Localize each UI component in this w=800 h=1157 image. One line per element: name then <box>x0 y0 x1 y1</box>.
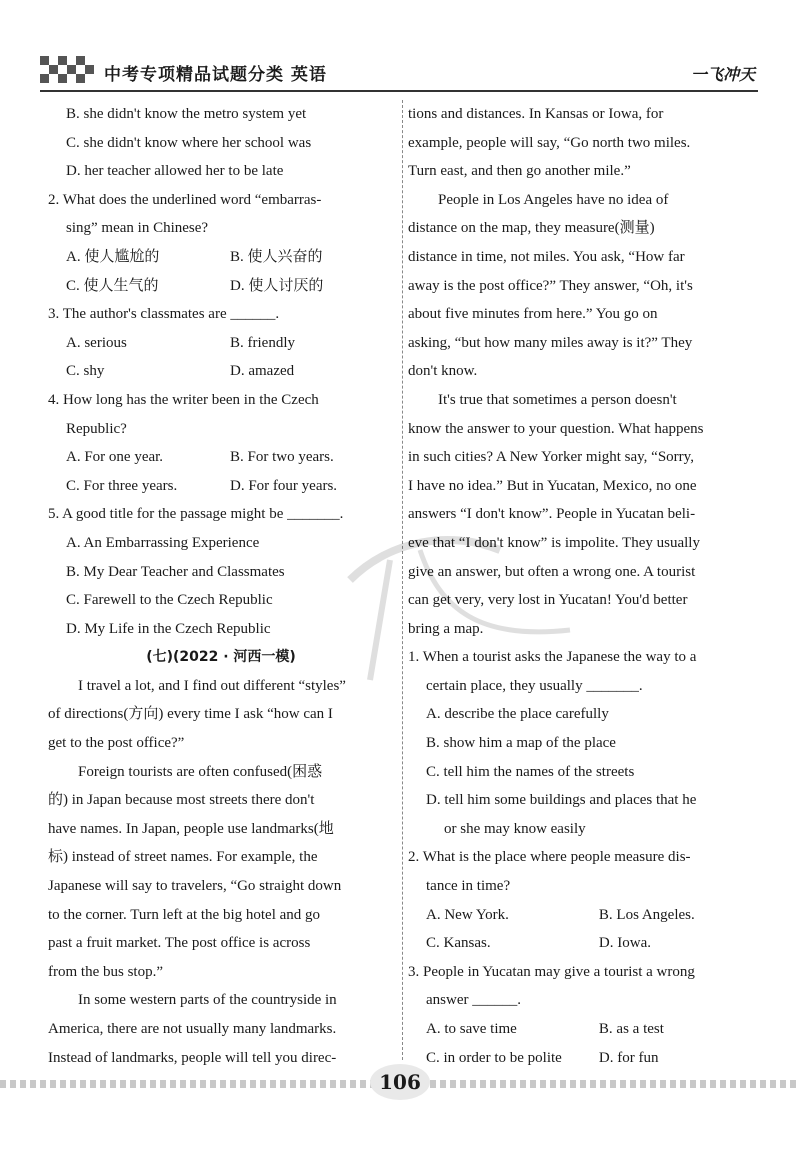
passage-line: get to the post office?” <box>48 735 185 752</box>
passage-line: America, there are not usually many landmarks. <box>48 1021 337 1037</box>
passage-line: eve that “I don't know” is impolite. They usually <box>408 534 700 551</box>
option: B. 使人兴奋的 <box>230 248 323 265</box>
question-stem: 5. A good title for the passage might be _______. <box>48 506 344 523</box>
question-stem: 2. What is the place where people measure dis- <box>408 849 691 866</box>
option: A. For one year. <box>66 449 164 466</box>
option-line: C. tell him the names of the streets <box>426 763 635 780</box>
passage-line: of directions(方向) every time I ask “how can I <box>48 706 333 723</box>
passage-line: I travel a lot, and I find out different “styles” <box>78 677 346 694</box>
option-line: D. tell him some buildings and places that he <box>426 792 697 809</box>
option-line: A. describe the place carefully <box>426 706 609 723</box>
passage-line: Instead of landmarks, people will tell you direc- <box>48 1049 337 1066</box>
option: B. For two years. <box>230 449 334 466</box>
question-stem: 4. How long has the writer been in the Czech <box>48 391 319 408</box>
option-line: D. My Life in the Czech Republic <box>66 620 271 637</box>
passage-line: about five minutes from here.” You go on <box>408 306 658 323</box>
passage-line: I have no idea.” But in Yucatan, Mexico, no one <box>408 477 697 494</box>
passage-line: give an answer, but often a wrong one. A tourist <box>408 563 696 580</box>
book-title: 中考专项精品试题分类 英语 <box>104 65 327 85</box>
passage-line: distance on the map, they measure(测量) <box>408 220 655 237</box>
option: B. Los Angeles. <box>598 906 695 923</box>
passage-line: in such cities? A New Yorker might say, “Sorry, <box>408 449 694 466</box>
option-line: B. she didn't know the metro system yet <box>66 106 307 122</box>
passage-line: from the bus stop.” <box>48 963 163 980</box>
option-line: C. she didn't know where her school was <box>66 134 312 151</box>
question-stem: 2. What does the underlined word “embarras- <box>48 191 322 208</box>
passage-line: 的) in Japan because most streets there don't <box>48 792 315 809</box>
passage-line: don't know. <box>408 363 478 380</box>
question-stem: certain place, they usually _______. <box>426 677 643 694</box>
option: B. as a test <box>598 1021 664 1037</box>
passage-line: tions and distances. In Kansas or Iowa, for <box>408 106 664 122</box>
options-row <box>48 357 394 386</box>
question-stem: 1. When a tourist asks the Japanese the way to a <box>408 649 697 666</box>
column-divider <box>402 100 403 1060</box>
passage-line: bring a map. <box>408 620 484 637</box>
header-divider <box>40 90 758 92</box>
option: A. New York. <box>426 906 509 923</box>
option: C. in order to be polite <box>426 1049 562 1066</box>
passage-line: People in Los Angeles have no idea of <box>438 191 669 208</box>
options-row <box>48 472 394 501</box>
passage-line: Foreign tourists are often confused(困惑 <box>78 763 323 780</box>
options-row <box>48 272 394 301</box>
option: D. 使人讨厌的 <box>230 277 324 294</box>
passage-line: Turn east, and then go another mile.” <box>408 163 631 180</box>
options-row <box>408 1015 748 1044</box>
options-row <box>408 929 748 958</box>
left-column <box>48 100 394 1072</box>
options-row <box>408 901 748 930</box>
options-row <box>48 329 394 358</box>
passage-line: It's true that sometimes a person doesn't <box>438 391 677 408</box>
option: D. For four years. <box>230 477 338 494</box>
option: D. for fun <box>598 1049 659 1066</box>
passage-line: asking, “but how many miles away is it?” They <box>408 334 693 351</box>
question-stem: 3. The author's classmates are ______. <box>48 306 280 323</box>
option: D. Iowa. <box>598 935 651 952</box>
right-column <box>408 100 748 1072</box>
passage-line: know the answer to your question. What happens <box>408 420 704 437</box>
passage-line: can get very, very lost in Yucatan! You'd better <box>408 592 688 609</box>
option-line: B. show him a map of the place <box>426 735 616 752</box>
question-stem: answer ______. <box>426 992 521 1009</box>
option: A. to save time <box>426 1021 517 1037</box>
option-line: or she may know easily <box>444 820 586 837</box>
checker-logo-icon <box>40 56 100 90</box>
option-line: A. An Embarrassing Experience <box>66 534 260 551</box>
passage-line: past a fruit market. The post office is across <box>48 935 311 952</box>
section-title: (七)(2022 · 河西一模) <box>146 649 296 666</box>
passage-line: away is the post office?” They answer, “Oh, it's <box>408 277 693 294</box>
passage-line: example, people will say, “Go north two miles. <box>408 134 691 151</box>
option: D. amazed <box>230 363 295 380</box>
options-row <box>48 243 394 272</box>
passage-line: 标) instead of street names. For example, the <box>48 849 318 866</box>
passage-line: have names. In Japan, people use landmarks(地 <box>48 820 334 837</box>
question-stem: 3. People in Yucatan may give a tourist a wrong <box>408 963 695 980</box>
option-line: B. My Dear Teacher and Classmates <box>66 563 285 580</box>
page-footer <box>0 1060 800 1157</box>
option: C. For three years. <box>66 477 178 494</box>
option-line: C. Farewell to the Czech Republic <box>66 592 273 609</box>
question-stem: sing” mean in Chinese? <box>66 220 209 237</box>
question-stem: tance in time? <box>426 878 511 895</box>
page-header <box>0 0 800 98</box>
option-line: D. her teacher allowed her to be late <box>66 163 284 180</box>
option: C. shy <box>66 363 105 380</box>
options-row <box>48 443 394 472</box>
option: C. Kansas. <box>426 935 491 952</box>
page-number: 106 <box>370 1064 430 1100</box>
option: C. 使人生气的 <box>66 277 159 294</box>
question-stem: Republic? <box>66 420 127 437</box>
passage-line: to the corner. Turn left at the big hotel and go <box>48 906 321 923</box>
passage-line: In some western parts of the countryside in <box>78 992 337 1009</box>
option: B. friendly <box>230 334 295 351</box>
passage-line: answers “I don't know”. People in Yucatan beli- <box>408 506 696 523</box>
option: A. serious <box>66 334 127 351</box>
brand-name: 一飞冲天 <box>690 65 755 84</box>
passage-line: Japanese will say to travelers, “Go straight down <box>48 878 342 895</box>
option: A. 使人尴尬的 <box>66 248 160 265</box>
passage-line: distance in time, not miles. You ask, “How far <box>408 248 685 265</box>
